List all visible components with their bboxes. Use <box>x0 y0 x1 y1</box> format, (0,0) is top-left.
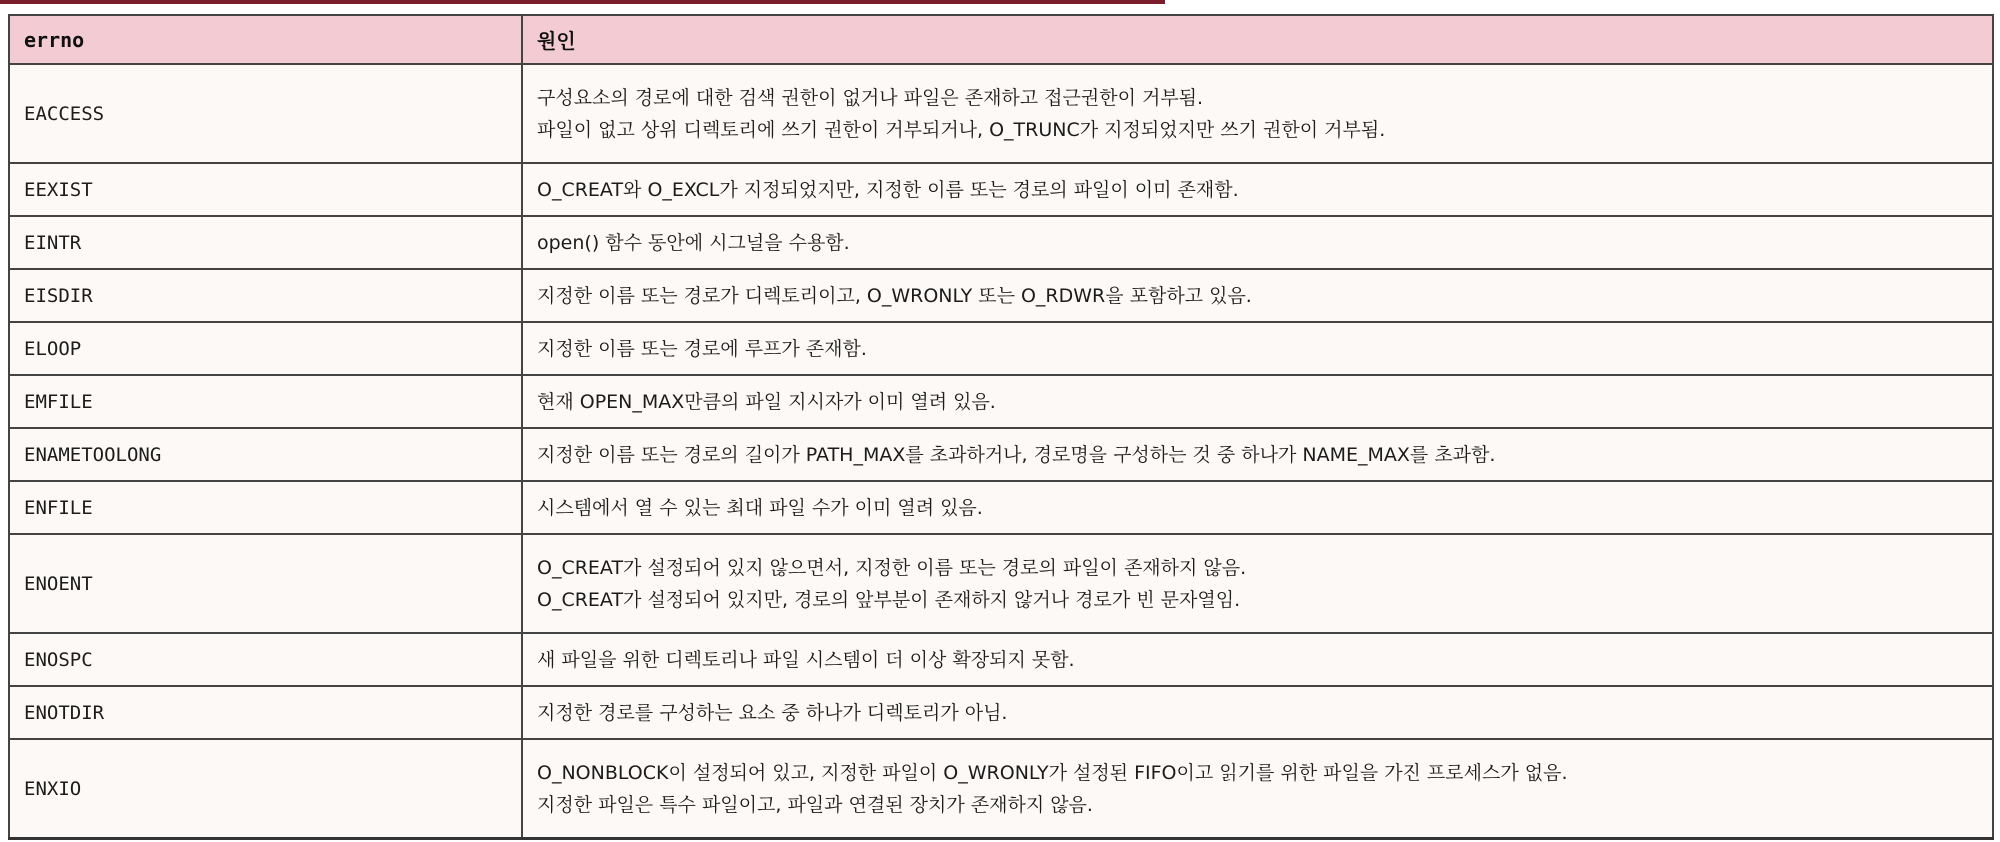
errno-cell: ENFILE <box>9 481 522 534</box>
cause-cell <box>522 739 1993 839</box>
cause-line: 파일이 없고 상위 디렉토리에 쓰기 권한이 거부되거나, O_TRUNC가 지정되었지만 쓰기 권한이 거부됨. <box>537 118 1386 141</box>
cause-cell <box>522 375 1993 428</box>
table-row <box>9 534 1993 633</box>
cause-line: 지정한 이름 또는 경로가 디렉토리이고, O_WRONLY 또는 O_RDWR을 포함하고 있음. <box>537 284 1252 307</box>
table-header-row <box>9 15 1993 64</box>
header-errno: errno <box>9 15 522 64</box>
errno-cell: ENOSPC <box>9 633 522 686</box>
errno-cell: ENOENT <box>9 534 522 633</box>
cause-line: O_CREAT가 설정되어 있지 않으면서, 지정한 이름 또는 경로의 파일이 존재하지 않음. <box>537 556 1247 579</box>
cause-cell <box>522 64 1993 163</box>
cause-line: 구성요소의 경로에 대한 검색 권한이 없거나 파일은 존재하고 접근권한이 거부됨. <box>537 86 1204 109</box>
table-row <box>9 739 1993 839</box>
cause-line: 지정한 이름 또는 경로의 길이가 PATH_MAX를 초과하거나, 경로명을 구성하는 것 중 하나가 NAME_MAX를 초과함. <box>537 443 1496 466</box>
errno-cell: EEXIST <box>9 163 522 216</box>
table-row <box>9 428 1993 481</box>
cause-line: 지정한 이름 또는 경로에 루프가 존재함. <box>537 337 867 360</box>
errno-cell: ENOTDIR <box>9 686 522 739</box>
cause-line: O_CREAT가 설정되어 있지만, 경로의 앞부분이 존재하지 않거나 경로가 빈 문자열임. <box>537 588 1241 611</box>
errno-cell: ELOOP <box>9 322 522 375</box>
table-row <box>9 322 1993 375</box>
cause-cell <box>522 428 1993 481</box>
cause-line: 현재 OPEN_MAX만큼의 파일 지시자가 이미 열려 있음. <box>537 390 996 413</box>
table-row <box>9 216 1993 269</box>
cause-cell <box>522 322 1993 375</box>
header-cause: 원인 <box>522 15 1993 64</box>
errno-cell: ENAMETOOLONG <box>9 428 522 481</box>
table-row <box>9 163 1993 216</box>
errno-cell: ENXIO <box>9 739 522 839</box>
cause-cell <box>522 633 1993 686</box>
errno-cell: EINTR <box>9 216 522 269</box>
table-row <box>9 375 1993 428</box>
cause-line: 시스템에서 열 수 있는 최대 파일 수가 이미 열려 있음. <box>537 496 983 519</box>
errno-table <box>8 14 1994 840</box>
cause-line: O_NONBLOCK이 설정되어 있고, 지정한 파일이 O_WRONLY가 설정된 FIFO이고 읽기를 위한 파일을 가진 프로세스가 없음. <box>537 761 1568 784</box>
table-row <box>9 269 1993 322</box>
cause-cell <box>522 534 1993 633</box>
cause-line: 새 파일을 위한 디렉토리나 파일 시스템이 더 이상 확장되지 못함. <box>537 648 1075 671</box>
cause-line: 지정한 파일은 특수 파일이고, 파일과 연결된 장치가 존재하지 않음. <box>537 793 1093 816</box>
cause-cell <box>522 163 1993 216</box>
cause-line: open() 함수 동안에 시그널을 수용함. <box>537 231 850 254</box>
errno-cell: EACCESS <box>9 64 522 163</box>
cause-cell <box>522 216 1993 269</box>
top-accent-rule <box>0 0 1165 4</box>
cause-cell <box>522 481 1993 534</box>
table-row <box>9 686 1993 739</box>
table-row <box>9 64 1993 163</box>
table-row <box>9 481 1993 534</box>
table-row <box>9 633 1993 686</box>
cause-cell <box>522 686 1993 739</box>
cause-cell <box>522 269 1993 322</box>
errno-cell: EMFILE <box>9 375 522 428</box>
errno-cell: EISDIR <box>9 269 522 322</box>
cause-line: 지정한 경로를 구성하는 요소 중 하나가 디렉토리가 아님. <box>537 701 1008 724</box>
cause-line: O_CREAT와 O_EXCL가 지정되었지만, 지정한 이름 또는 경로의 파일이 이미 존재함. <box>537 178 1239 201</box>
